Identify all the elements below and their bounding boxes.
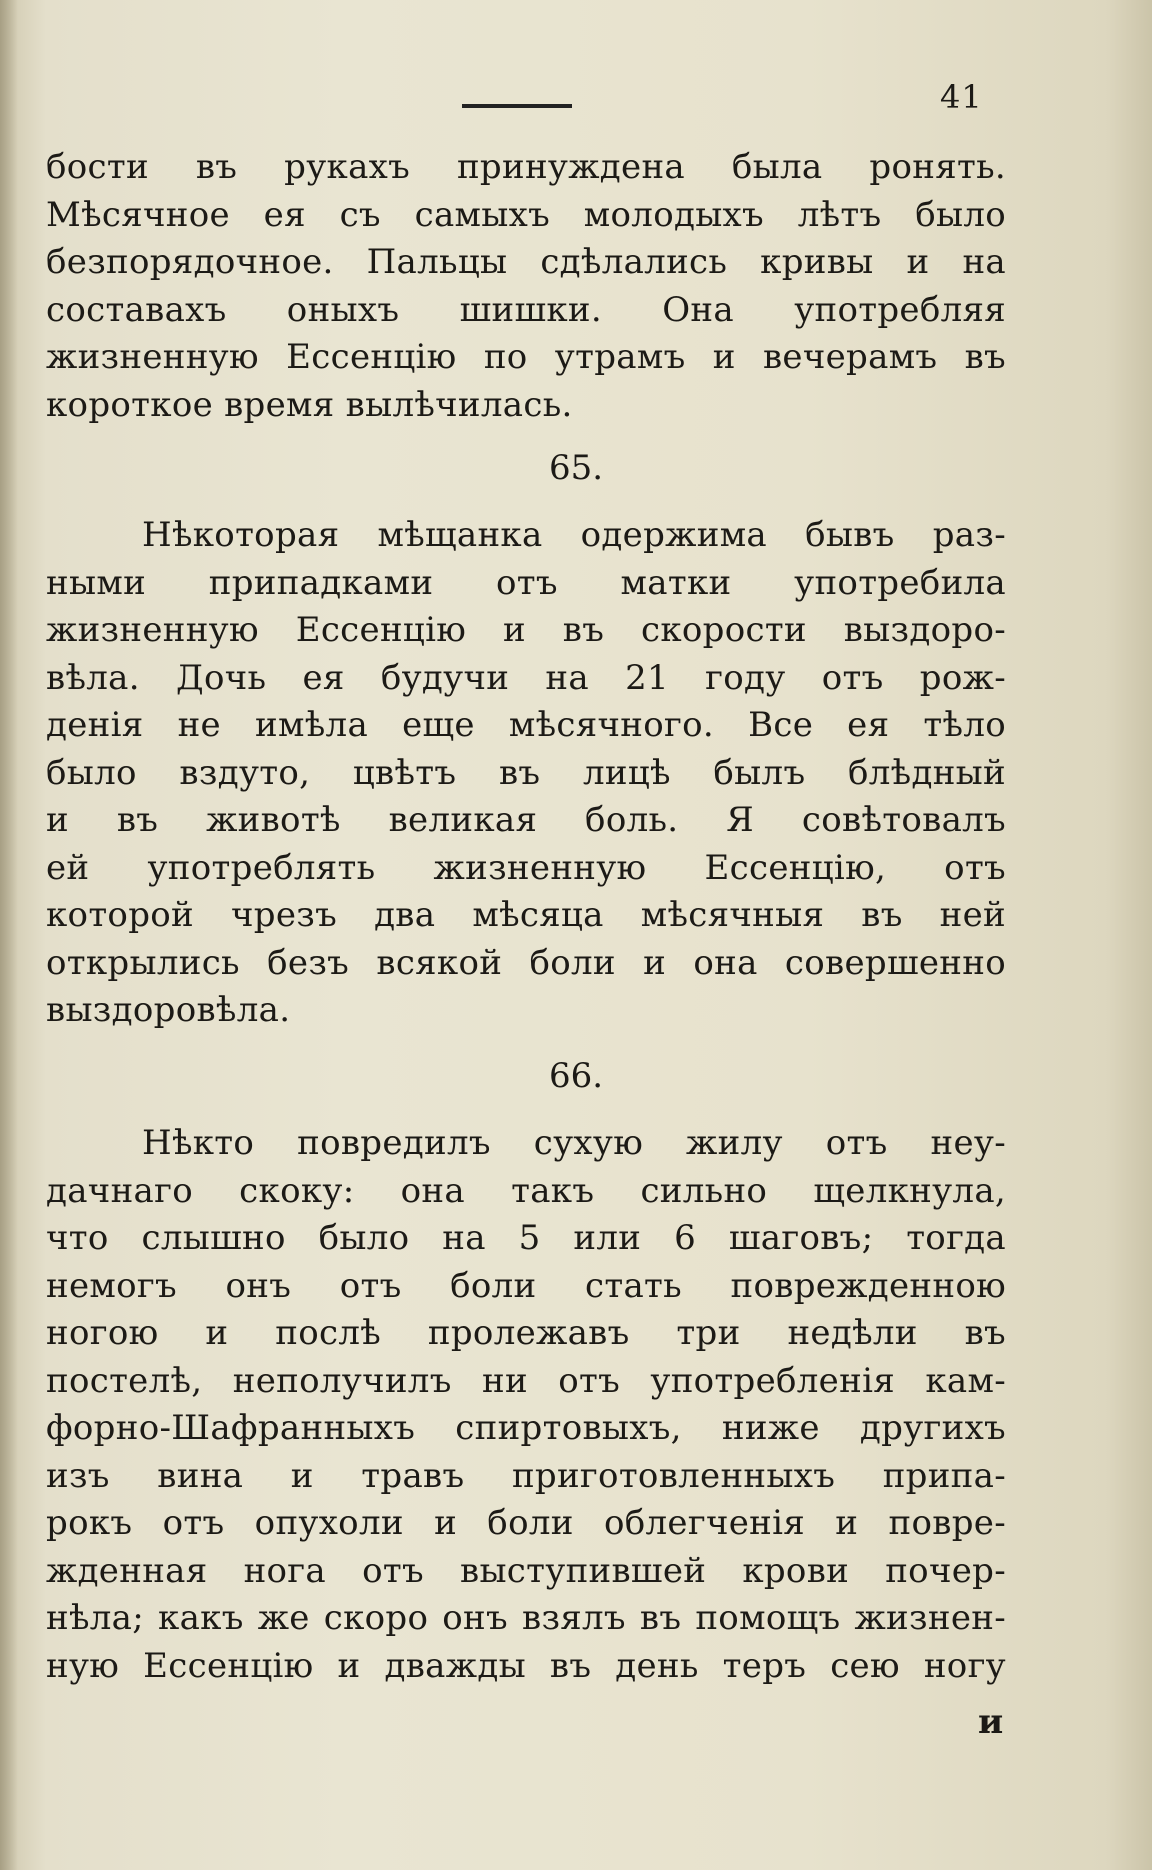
text-line: Нѣкоторая мѣщанка одержима бывъ раз- [142, 515, 1006, 555]
text-line: что слышно было на 5 или 6 шаговъ; тогда [46, 1218, 1006, 1258]
text-line: Мѣсячное ея съ самыхъ молодыхъ лѣтъ было [46, 194, 1006, 235]
text-line: ными припадками отъ матки употребила [46, 562, 1006, 603]
section-number-66: 66. [548, 1056, 604, 1096]
text-line: короткое время вылѣчилась. [46, 384, 573, 425]
text-line: ную Ессенцію и дважды въ день теръ сею ногу [46, 1645, 1006, 1686]
text-line: и въ животѣ великая боль. Я совѣтовалъ [46, 800, 1006, 840]
text-line: открылись безъ всякой боли и она совершенно [46, 942, 1006, 983]
text-line: составахъ оныхъ шишки. Она употребляя [46, 289, 1006, 330]
header-rule [462, 104, 572, 108]
text-line: ей употреблять жизненную Ессенцію, отъ [46, 847, 1006, 888]
text-line: Нѣкто повредилъ сухую жилу отъ неу- [142, 1123, 1006, 1163]
text-line: бости въ рукахъ принуждена была ронять. [46, 147, 1006, 187]
text-line: рокъ отъ опухоли и боли облегченія и повре- [46, 1503, 1006, 1543]
section-65-paragraph [46, 512, 1006, 1035]
text-line: жденная нога отъ выступившей крови почер- [46, 1550, 1006, 1591]
text-line: безпорядочное. Пальцы сдѣлались кривы и на [46, 242, 1006, 282]
text-line: выздоровѣла. [46, 990, 291, 1030]
text-line: дачнаго скоку: она такъ сильно щелкнула, [46, 1170, 1006, 1211]
paragraph-continued [46, 144, 1006, 429]
section-number-65: 65. [548, 448, 604, 488]
text-line: изъ вина и травъ приготовленныхъ припа- [46, 1455, 1006, 1496]
text-line: нѣла; какъ же скоро онъ взялъ въ помощъ жизнен- [46, 1598, 1006, 1638]
catchword: и [978, 1702, 1004, 1742]
page-number: 41 [940, 78, 983, 116]
text-line: жизненную Ессенцію по утрамъ и вечерамъ въ [46, 337, 1006, 377]
text-line: денія не имѣла еще мѣсячного. Все ея тѣло [46, 705, 1006, 745]
text-line: постелѣ, неполучилъ ни отъ употребленія кам- [46, 1360, 1006, 1401]
text-line: было вздуто, цвѣтъ въ лицѣ былъ блѣдный [46, 752, 1006, 793]
page-header [0, 78, 1152, 118]
text-line: немогъ онъ отъ боли стать поврежденною [46, 1265, 1006, 1306]
text-line: форно-Шафранныхъ спиртовыхъ, ниже другихъ [46, 1408, 1006, 1448]
text-line: жизненную Ессенцію и въ скорости выздоро- [46, 610, 1006, 650]
text-line: которой чрезъ два мѣсяца мѣсячныя въ ней [46, 895, 1006, 935]
text-line: ногою и послѣ пролежавъ три недѣли въ [46, 1313, 1006, 1353]
text-line: вѣла. Дочь ея будучи на 21 году отъ рож- [46, 657, 1006, 698]
section-66-paragraph [46, 1120, 1006, 1690]
